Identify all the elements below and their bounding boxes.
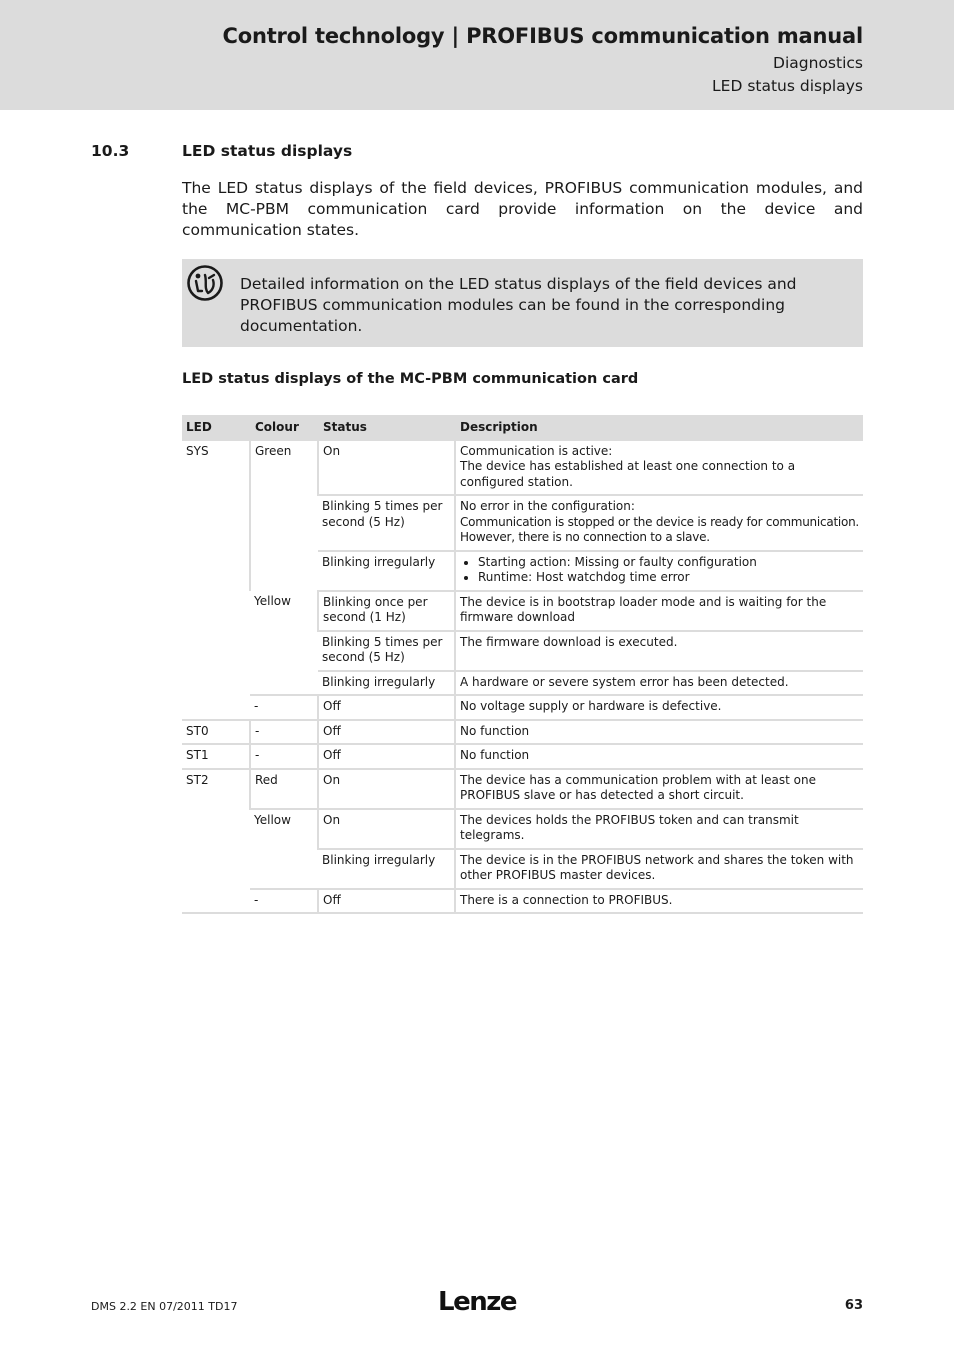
note-icon bbox=[186, 264, 224, 302]
col-header-led: LED bbox=[182, 415, 250, 441]
intro-paragraph: The LED status displays of the field devices, PROFIBUS communication modules, and the MC-PBM communication card provide information on the device and communication states. bbox=[182, 179, 863, 239]
status-cell: Blinking once per second (1 Hz) bbox=[318, 591, 455, 631]
list-item: • Starting action: Missing or faulty configuration bbox=[478, 555, 859, 571]
manual-title: Control technology | PROFIBUS communication manual bbox=[222, 24, 863, 48]
description-cell: The device has a communication problem with at least one PROFIBUS slave or has detected a short circuit. bbox=[455, 769, 863, 809]
description-cell: No function bbox=[455, 720, 863, 745]
status-cell: Off bbox=[318, 720, 455, 745]
status-cell: Off bbox=[318, 695, 455, 720]
status-cell: Blinking irregularly bbox=[318, 551, 455, 591]
description-cell: The device is in bootstrap loader mode and is waiting for the firmware download bbox=[455, 591, 863, 631]
description-cell bbox=[455, 551, 863, 591]
colour-cell: - bbox=[250, 695, 318, 720]
description-line: The device has established at least one connection to a configured station. bbox=[460, 459, 796, 489]
colour-cell: Green bbox=[250, 441, 318, 591]
status-cell: Blinking irregularly bbox=[318, 671, 455, 696]
led-cell: SYS bbox=[186, 443, 209, 458]
status-cell: Blinking irregularly bbox=[318, 849, 455, 889]
section-title: LED status displays bbox=[182, 142, 353, 160]
table-row bbox=[182, 695, 863, 720]
table-row bbox=[182, 441, 863, 496]
document-id: DMS 2.2 EN 07/2011 TD17 bbox=[91, 1300, 238, 1313]
led-status-table bbox=[182, 415, 863, 914]
led-cell: ST1 bbox=[182, 744, 250, 769]
table-row bbox=[182, 720, 863, 745]
description-cell bbox=[455, 495, 863, 551]
colour-cell: - bbox=[250, 889, 318, 914]
table-row bbox=[182, 744, 863, 769]
table-heading: LED status displays of the MC-PBM communication card bbox=[182, 371, 639, 387]
note-box bbox=[182, 259, 863, 347]
page-header bbox=[0, 0, 954, 110]
description-cell: The device is in the PROFIBUS network and shares the token with other PROFIBUS master devices. bbox=[455, 849, 863, 889]
lenze-logo bbox=[437, 1286, 517, 1316]
status-cell: Blinking 5 times per second (5 Hz) bbox=[318, 495, 455, 551]
chapter-label: Diagnostics bbox=[773, 54, 863, 72]
description-cell: The devices holds the PROFIBUS token and can transmit telegrams. bbox=[455, 809, 863, 849]
section-label: LED status displays bbox=[712, 77, 863, 95]
status-cell: On bbox=[318, 809, 455, 849]
status-cell: Off bbox=[318, 889, 455, 914]
status-cell: On bbox=[318, 769, 455, 809]
list-item: • Runtime: Host watchdog time error bbox=[478, 570, 859, 586]
table-row bbox=[182, 591, 863, 631]
table-row bbox=[182, 769, 863, 809]
colour-cell: Yellow bbox=[250, 809, 318, 889]
colour-cell: Red bbox=[250, 769, 318, 809]
description-cell: The firmware download is executed. bbox=[455, 631, 863, 671]
col-header-colour: Colour bbox=[250, 415, 318, 441]
colour-cell: - bbox=[250, 720, 318, 745]
bullet-list bbox=[460, 555, 859, 586]
description-line: Communication is active: bbox=[460, 443, 613, 458]
page-number: 63 bbox=[844, 1298, 863, 1313]
description-cell: No function bbox=[455, 744, 863, 769]
section-number: 10.3 bbox=[91, 142, 130, 160]
table-header-row bbox=[182, 415, 863, 441]
table-row bbox=[182, 889, 863, 914]
description-cell bbox=[455, 441, 863, 496]
description-line: No error in the configuration: bbox=[460, 499, 635, 513]
col-header-description: Description bbox=[455, 415, 863, 441]
status-cell: Off bbox=[318, 744, 455, 769]
description-cell: There is a connection to PROFIBUS. bbox=[455, 889, 863, 914]
status-cell: Blinking 5 times per second (5 Hz) bbox=[318, 631, 455, 671]
status-cell: On bbox=[318, 441, 455, 496]
led-cell: ST2 bbox=[182, 769, 250, 914]
colour-cell: Yellow bbox=[250, 591, 318, 696]
description-cell: No voltage supply or hardware is defective. bbox=[455, 695, 863, 720]
description-line: Communication is stopped or the device is ready for communication. However, there is no connection to a slave. bbox=[460, 514, 859, 544]
colour-cell: - bbox=[250, 744, 318, 769]
led-cell: ST0 bbox=[182, 720, 250, 745]
description-cell: A hardware or severe system error has been detected. bbox=[455, 671, 863, 696]
logo-wordmark: Lenze bbox=[438, 1287, 516, 1316]
col-header-status: Status bbox=[318, 415, 455, 441]
table-row bbox=[182, 809, 863, 849]
note-text: Detailed information on the LED status displays of the field devices and PROFIBUS communication modules can be found in the corresponding documentation. bbox=[240, 275, 797, 335]
